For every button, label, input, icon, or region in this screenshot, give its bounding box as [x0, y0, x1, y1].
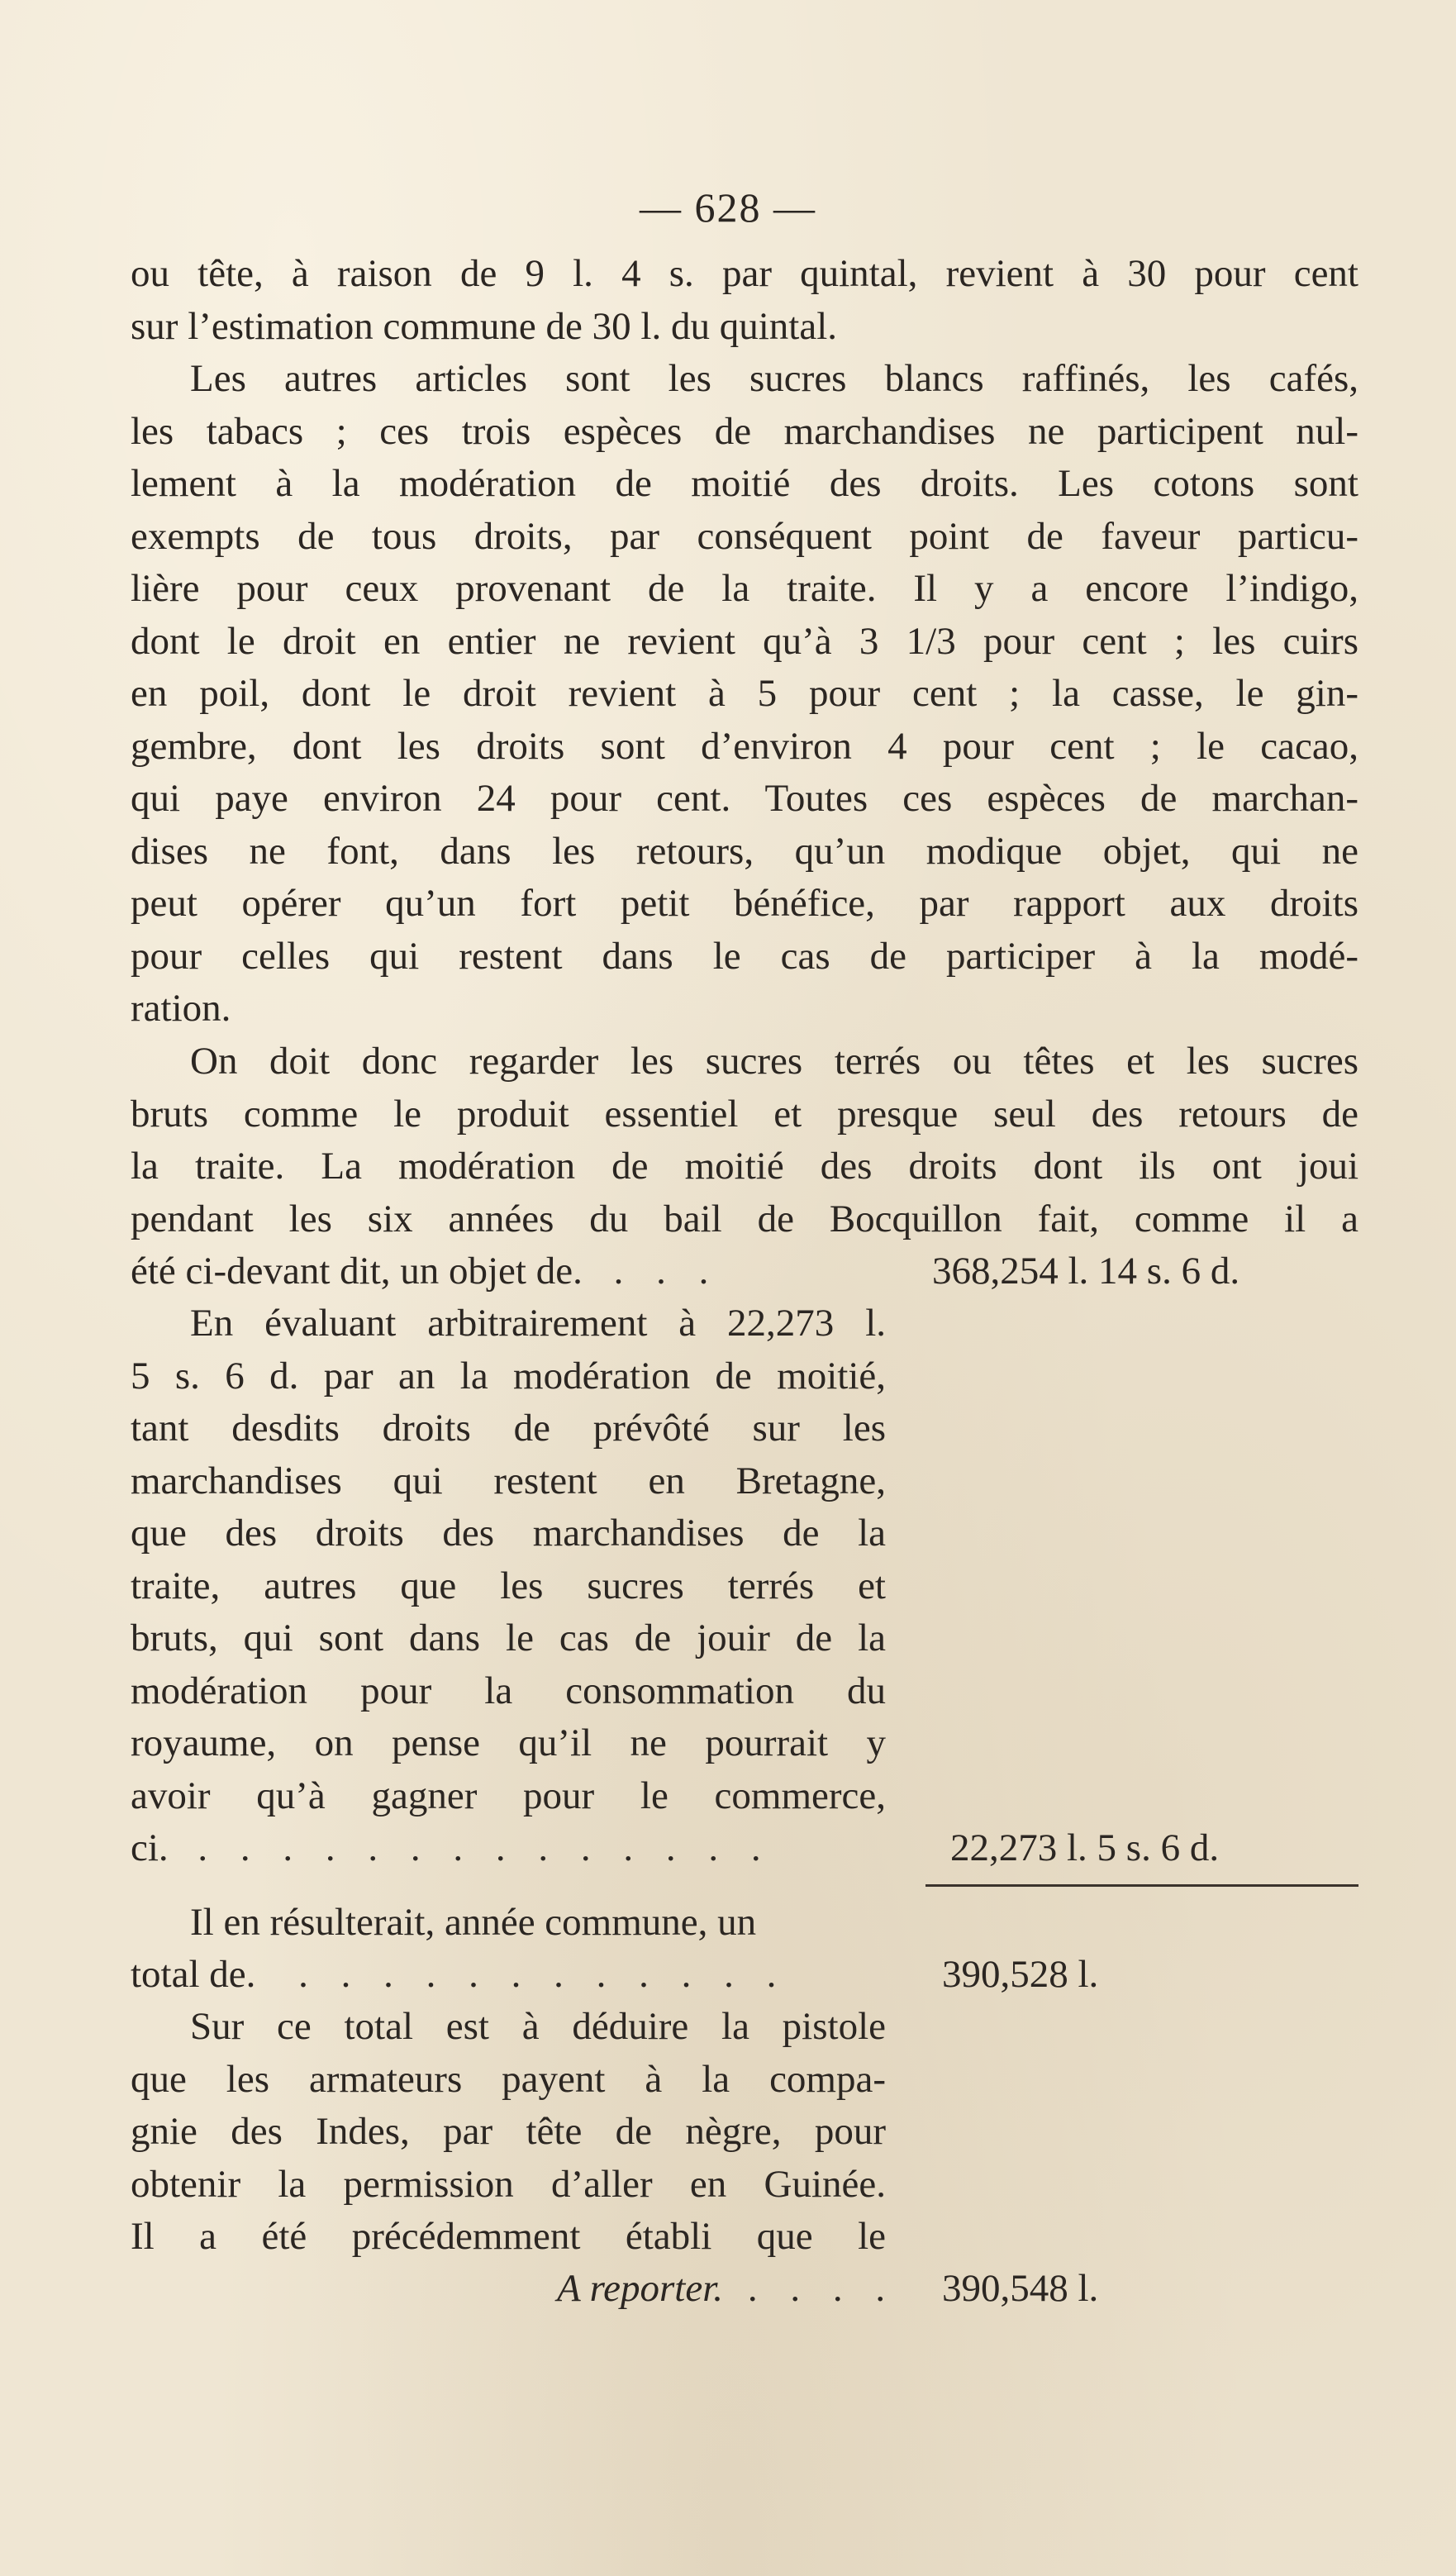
text-line: exempts de tous droits, par conséquent point de faveur particu- — [131, 514, 1358, 558]
text-line: Il a été précédemment établi que le — [131, 2215, 886, 2258]
entry-ci-label — [131, 1822, 773, 1875]
entry-text: été ci-devant dit, un objet de. — [131, 1250, 583, 1293]
text-line: dont le droit en entier ne revient qu’à 3 1/3 pour cent ; les cuirs — [131, 619, 1358, 663]
text-line: bruts, qui sont dans le cas de jouir de la — [131, 1617, 886, 1659]
paragraph-other-articles — [131, 353, 1358, 1036]
text-line: 5 s. 6 d. par an la modération de moitié, — [131, 1354, 886, 1398]
leader-dots: . . . — [613, 1250, 721, 1293]
amount-ci: 22,273 l. 5 s. 6 d. — [950, 1826, 1220, 1869]
text-line: peut opérer qu’un fort petit bénéfice, par rapport aux droits — [131, 882, 1358, 925]
text-line: les tabacs ; ces trois espèces de marchandises ne participent nul- — [131, 409, 1358, 453]
text-line: tant desdits droits de prévôté sur les — [131, 1407, 886, 1450]
entry-total-label — [131, 1949, 787, 2002]
text-line: gembre, dont les droits sont d’environ 4 pour cent ; le cacao, — [131, 724, 1358, 768]
entry-text: A reporter. — [557, 2267, 724, 2310]
text-line: On doit donc regarder les sucres terrés ou têtes et les sucres — [190, 1040, 1358, 1083]
paragraph-evaluation — [131, 1298, 886, 1822]
text-line: que les armateurs payent à la compa- — [131, 2057, 886, 2101]
text-line: Les autres articles sont les sucres blancs raffinés, les cafés, — [190, 357, 1358, 400]
page-number: — 628 — — [640, 184, 816, 231]
paragraph-sucres — [131, 1036, 1358, 1245]
leader-dots: . . . . . . . . . . . . — [298, 1953, 788, 1996]
text-line: en poil, dont le droit revient à 5 pour cent ; la casse, le gin- — [131, 672, 1358, 715]
text-line: traite, autres que les sucres terrés et — [131, 1564, 886, 1607]
leader-dots: . . . . . . . . . . . . . . — [197, 1826, 773, 1869]
text-line: ou tête, à raison de 9 l. 4 s. par quintal, revient à 30 pour cent — [131, 252, 1358, 295]
entry-objet-label — [131, 1245, 720, 1298]
leader-dots: . . . . — [747, 2267, 897, 2310]
text-line: sur l’estimation commune de 30 l. du quintal. — [131, 304, 837, 348]
text-line: qui paye environ 24 pour cent. Toutes ces espèces de marchan- — [131, 777, 1358, 820]
text-line: gnie des Indes, par tête de nègre, pour — [131, 2110, 886, 2153]
text-line: lement à la modération de moitié des droits. Les cotons sont — [131, 462, 1358, 505]
text-line: marchandises qui restent en Bretagne, — [131, 1459, 886, 1502]
amount-report: 390,548 l. — [942, 2267, 1099, 2310]
text-line: pendant les six années du bail de Bocquillon fait, comme il a — [131, 1197, 1358, 1240]
text-line: lière pour ceux provenant de la traite. Il y a encore l’indigo, — [131, 567, 1358, 610]
amount-total: 390,528 l. — [942, 1953, 1099, 1996]
paragraph-continuation — [131, 248, 1358, 353]
text-line: pour celles qui restent dans le cas de participer à la modé- — [131, 934, 1358, 978]
text-line: bruts comme le produit essentiel et presque seul des retours de — [131, 1092, 1358, 1136]
text-line: la traite. La modération de moitié des droits dont ils ont joui — [131, 1145, 1358, 1188]
entry-text: ci. — [131, 1826, 169, 1869]
text-line: ration. — [131, 987, 231, 1030]
entry-report-label — [557, 2263, 897, 2316]
text-line: Sur ce total est à déduire la pistole — [190, 2005, 886, 2048]
entry-total-line-1: Il en résulterait, année commune, un — [190, 1901, 757, 1944]
text-line: royaume, on pense qu’il ne pourrait y — [131, 1721, 886, 1764]
text-line: obtenir la permission d’aller en Guinée. — [131, 2162, 886, 2206]
entry-text: total de. — [131, 1953, 256, 1996]
text-line: En évaluant arbitrairement à 22,273 l. — [190, 1302, 886, 1345]
text-line: dises ne font, dans les retours, qu’un modique objet, qui ne — [131, 829, 1358, 873]
text-line: modération pour la consommation du — [131, 1669, 886, 1712]
amount-objet: 368,254 l. 14 s. 6 d. — [932, 1250, 1240, 1293]
sum-rule — [925, 1884, 1358, 1887]
text-line: avoir qu’à gagner pour le commerce, — [131, 1774, 886, 1817]
paragraph-pistole — [131, 2001, 886, 2264]
text-line: que des droits des marchandises de la — [131, 1512, 886, 1555]
